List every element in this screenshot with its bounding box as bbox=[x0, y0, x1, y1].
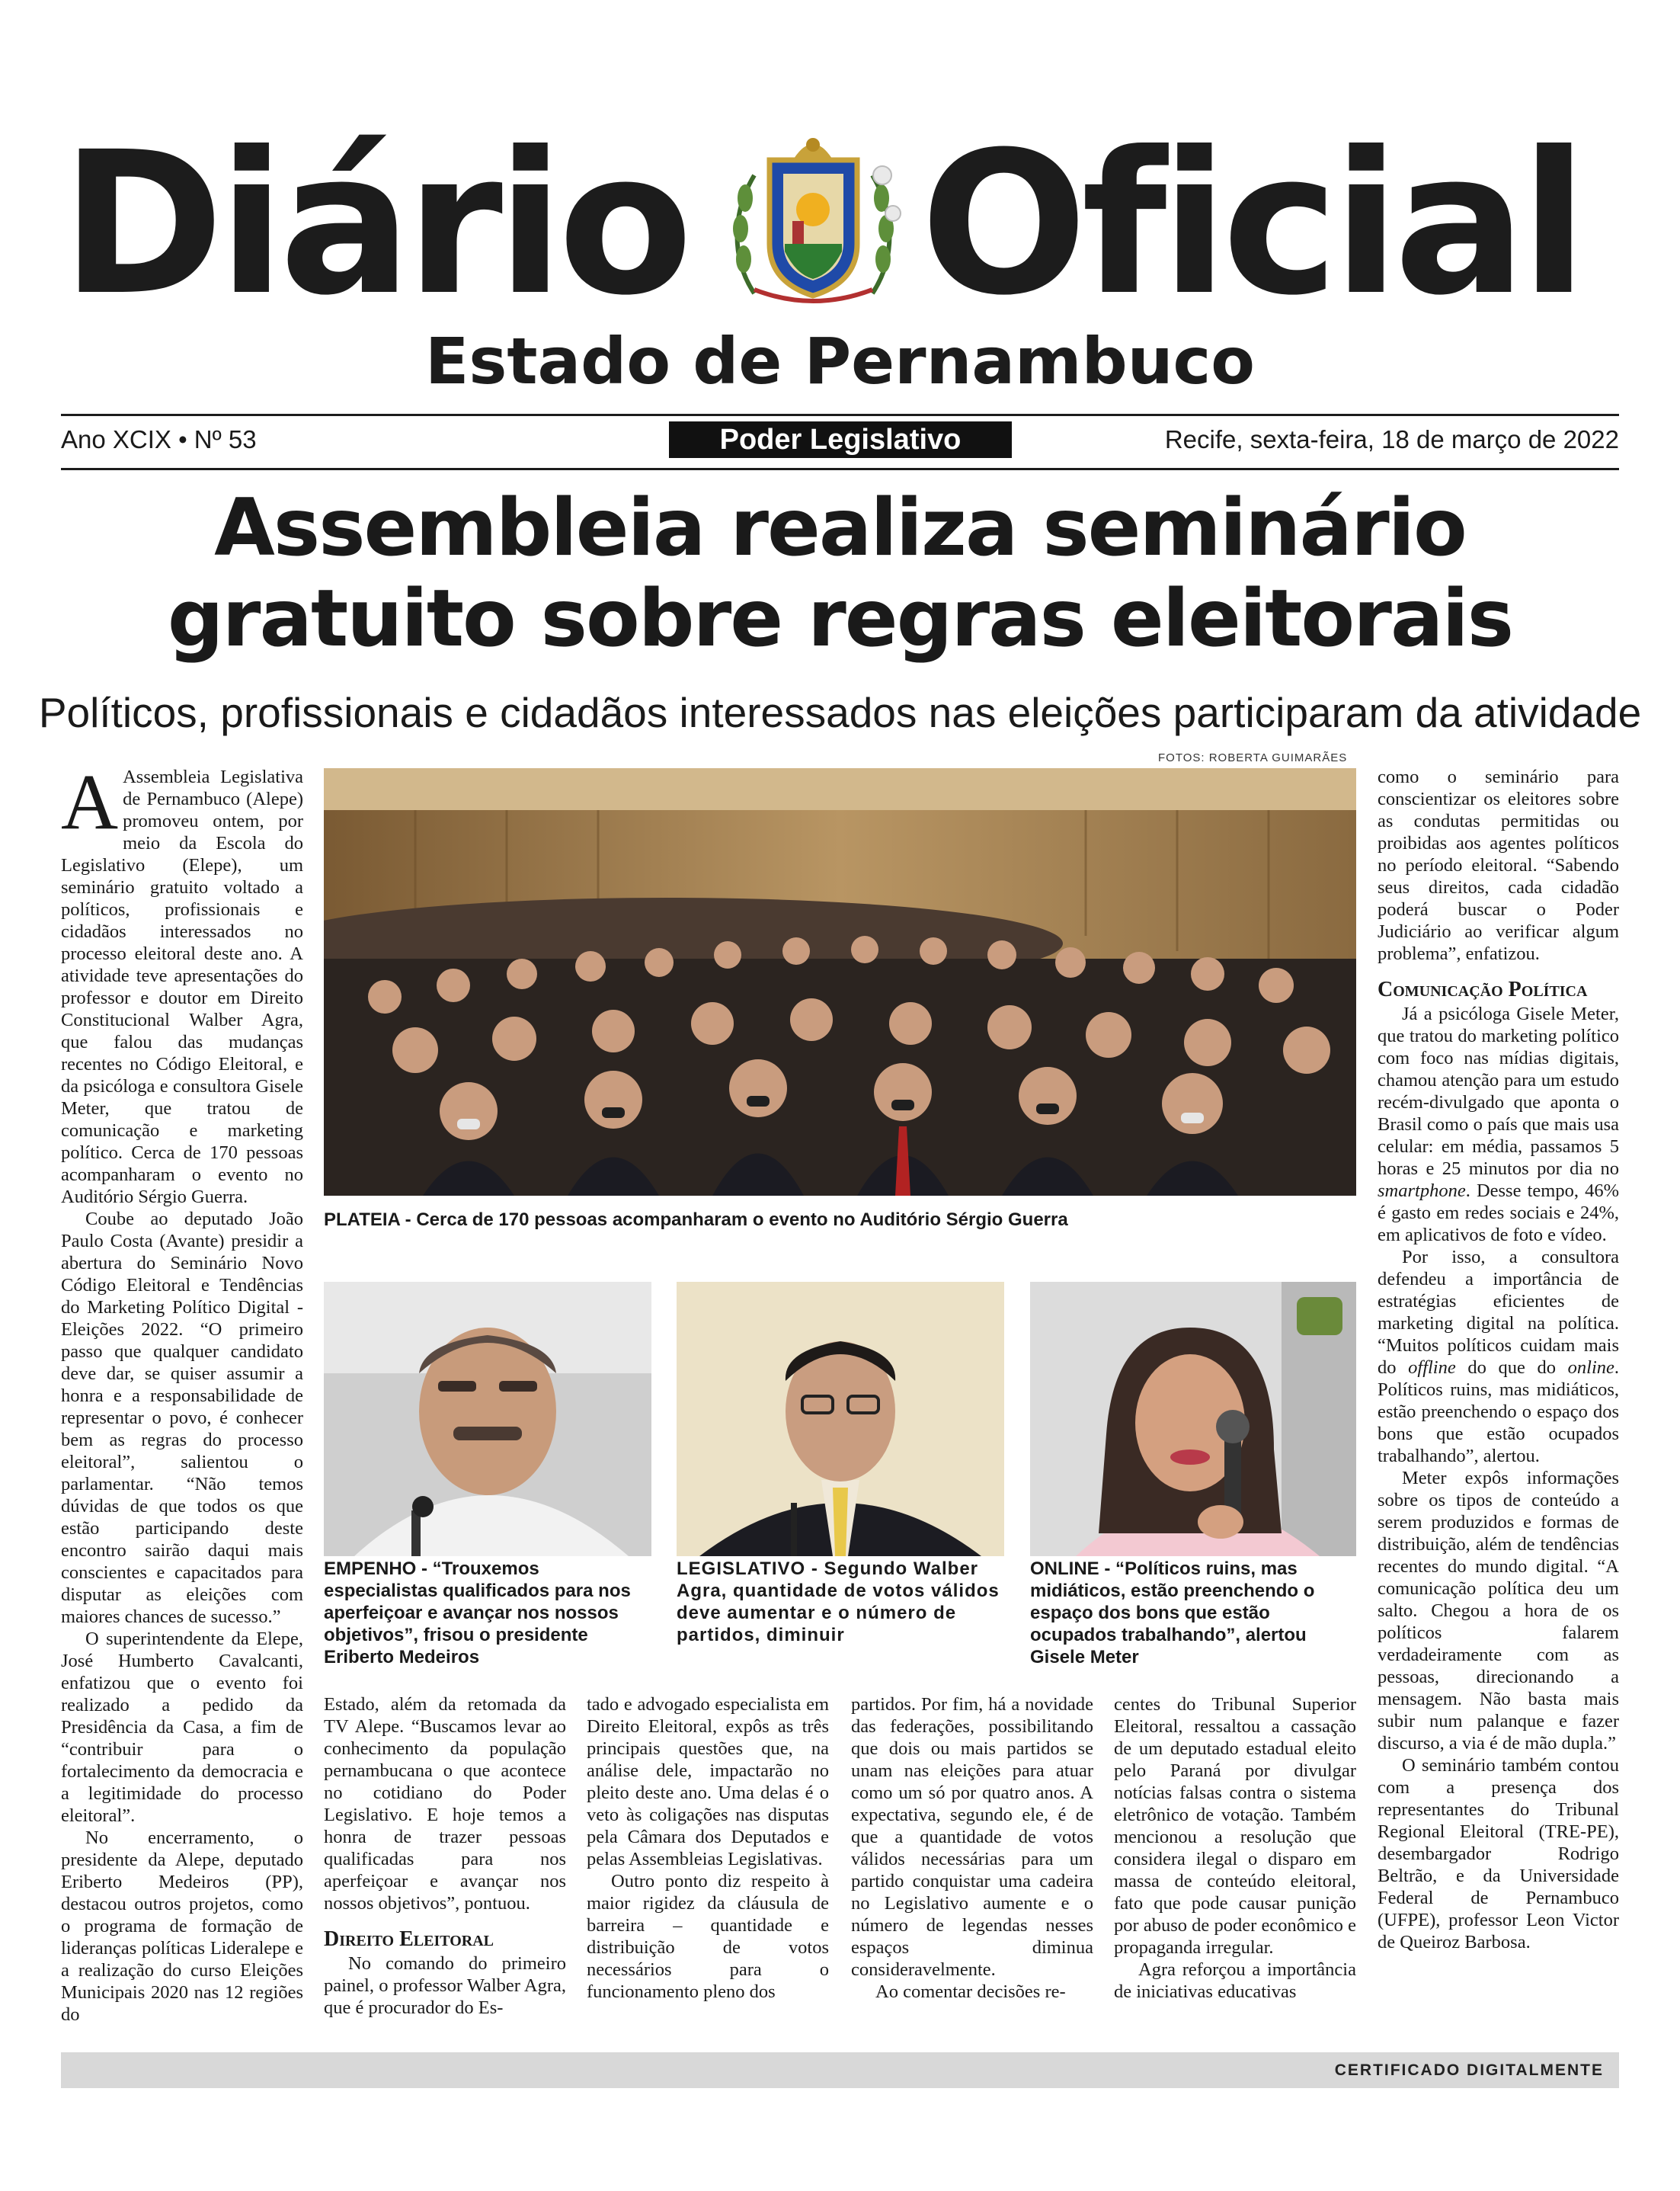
caption-photo-2: LEGISLATIVO - Segundo Walber Agra, quantidade de votos válidos deve aumentar e o número de partidos, diminuir bbox=[677, 1558, 1000, 1645]
edition-date: Recife, sexta-feira, 18 de março de 2022 bbox=[1164, 425, 1619, 453]
paragraph: No encerramento, o presidente da Alepe, deputado Eriberto Medeiros (PP), destacou outros projetos, como o programa de formação de lideranças políticas Lideralepe e a realização do curso Eleições Municipais 2020 nas 12 regiões do bbox=[61, 1827, 303, 2025]
paragraph: Meter expôs informações sobre os tipos de conteúdo a serem produzidos e formas de distribuição, além de tendências recentes do mundo digital. “A comunicação política deu um salto. Chegou a hora de os políticos falarem verdadeiramente com as pessoas, direcionando a mensagem. Não basta mais subir num palanque e fazer discurso, a via é de mão dupla.” bbox=[1378, 1468, 1619, 1754]
paragraph: tado e advogado especialista em Direito Eleitoral, expôs as três principais questões que, na análise dele, impactarão no pleito deste ano. Uma delas é o veto às coligações nas disputas pela Câmara dos Deputados e pelas Assembleias Legislativas. bbox=[587, 1694, 829, 1869]
caption-photo-3: ONLINE - “Políticos ruins, mas midiáticos, estão preenchendo o espaço dos bons que estão ocupados trabalhando”, alertou Gisele Meter bbox=[1030, 1558, 1315, 1667]
article-column-5 bbox=[1114, 1693, 1356, 2003]
headline-line-1: Assembleia realiza seminário bbox=[214, 482, 1466, 574]
paragraph: Agra reforçou a importância de iniciativas educativas bbox=[1114, 1959, 1356, 2002]
paragraph: O superintendente da Elepe, José Humberto Cavalcanti, enfatizou que o evento foi realizado a pedido da Presidência da Casa, a fim de “contribuir para o fortalecimento da democracia e a legitimidade do processo eleitoral”. bbox=[61, 1629, 303, 1826]
article-column-4 bbox=[851, 1693, 1093, 2003]
paragraph: como o seminário para conscientizar os eleitores sobre as condutas permitidas ou proibidas aos agentes políticos no período eleitoral. “Sabendo seus direitos, cada cidadão poderá buscar o Poder Judiciário ao verificar algum problema”, enfatizou. bbox=[1378, 767, 1619, 964]
subheadline: Políticos, profissionais e cidadãos interessados nas eleições participaram da atividade bbox=[38, 689, 1642, 736]
article-column-3 bbox=[587, 1693, 829, 2003]
article-column-2 bbox=[324, 1693, 566, 2019]
masthead-word-left: Diário bbox=[61, 110, 687, 338]
digital-certificate-label: CERTIFICADO DIGITALMENTE bbox=[1334, 2061, 1604, 2079]
main-photo-audience bbox=[324, 768, 1356, 1196]
photo-credit: FOTOS: ROBERTA GUIMARÃES bbox=[1158, 751, 1348, 764]
paragraph: Estado, além da retomada da TV Alepe. “Buscamos levar ao conhecimento da população pernambucana o que acontece no cotidiano do Poder Legislativo. E hoje temos a honra de trazer pessoas qualificadas para nos aperfeiçoar e avançar nos nossos objetivos”, pontuou. bbox=[324, 1694, 566, 1914]
masthead-bottom-rule bbox=[61, 468, 1619, 470]
paragraph: Outro ponto diz respeito à maior rigidez da cláusula de barreira – quantidade e distribuição de votos necessários para o funcionamento pleno dos bbox=[587, 1871, 829, 2002]
paragraph: Coube ao deputado João Paulo Costa (Avante) presidir a abertura do Seminário Novo Código Eleitoral e Tendências do Marketing Político Digital - Eleições 2022. “O primeiro passo que qualquer candidato deve dar, se quiser assumir a honra e a responsabilidade de representar o povo, é conhecer bem as regras do processo eleitoral”, salientou o parlamentar. “Não temos dúvidas de que todos os que estão participando deste encontro sairão daqui mais conscientes e capacitados para disputar as eleições com maiores chances de sucesso.” bbox=[61, 1209, 303, 1627]
photo-eriberto-medeiros bbox=[324, 1282, 651, 1556]
edition-number: Ano XCIX • Nº 53 bbox=[61, 425, 257, 453]
paragraph: centes do Tribunal Superior Eleitoral, ressaltou a cassação de um deputado estadual eleito pelo Paraná por divulgar notícias falsas contra o sistema eletrônico de votação. Também mencionou a resolução que considera ilegal o disparo em massa de conteúdo eleitoral, fato que pode causar punição por abuso de poder econômico e propaganda irregular. bbox=[1114, 1694, 1356, 1958]
paragraph: Já a psicóloga Gisele Meter, que tratou do marketing político com foco nas mídias digitais, chamou atenção para um estudo recém-divulgado que aponta o Brasil como o país que mais usa celular: em média, passamos 5 horas e 25 minutos por dia no smartphone. Desse tempo, 46% é gasto em redes sociais e 24%, em aplicativos de foto e vídeo. bbox=[1378, 1004, 1619, 1245]
paragraph: O seminário também contou com a presença dos representantes do Tribunal Regional Eleitoral (TRE-PE), desembargador Rodrigo Beltrão, e da Universidade Federal de Pernambuco (UFPE), professor Leon Victor de Queiroz Barbosa. bbox=[1378, 1755, 1619, 1952]
section-heading-direito-eleitoral: Direito Eleitoral bbox=[324, 1927, 494, 1951]
caption-main-photo: PLATEIA - Cerca de 170 pessoas acompanharam o evento no Auditório Sérgio Guerra bbox=[324, 1209, 1068, 1230]
photo-gisele-meter bbox=[1030, 1282, 1356, 1556]
paragraph: Por isso, a consultora defendeu a importância de estratégias eficientes de marketing digital na política. “Muitos políticos cuidam mais do offline do que do online. Políticos ruins, mas midiáticos, estão preenchendo o espaço dos bons que estão ocupados trabalhando”, alertou. bbox=[1378, 1247, 1620, 1466]
article-column-1 bbox=[61, 758, 303, 2026]
section-label: Poder Legislativo bbox=[669, 421, 1012, 458]
photo-walber-agra bbox=[677, 1282, 1004, 1556]
section-heading-comunicacao-politica: Comunicação Política bbox=[1378, 978, 1588, 1001]
drop-cap: A bbox=[61, 758, 119, 846]
masthead-word-right: Oficial bbox=[920, 110, 1582, 338]
paragraph: Ao comentar decisões re- bbox=[875, 1981, 1066, 2002]
headline-line-2: gratuito sobre regras eleitorais bbox=[167, 573, 1513, 665]
masthead-subtitle: Estado de Pernambuco bbox=[424, 324, 1256, 399]
footer-bar bbox=[61, 2052, 1619, 2088]
pernambuco-coat-of-arms-icon bbox=[724, 130, 903, 305]
masthead-top-rule bbox=[61, 414, 1619, 416]
caption-photo-1: EMPENHO - “Trouxemos especialistas qualificados para nos aperfeiçoar e avançar nos nossos objetivos”, frisou o presidente Eriberto Medeiros bbox=[324, 1558, 631, 1667]
paragraph: No comando do primeiro painel, o professor Walber Agra, que é procurador do Es- bbox=[324, 1953, 566, 2018]
paragraph: Assembleia Legislativa de Pernambuco (Alepe) promoveu ontem, por meio da Escola do Legislativo (Elepe), um seminário gratuito voltado a políticos, profissionais e cidadãos interessados no processo eleitoral deste ano. A atividade teve apresentações do professor e doutor em Direito Constitucional Walber Agra, que falou das mudanças recentes no Código Eleitoral, e da psicóloga e consultora Gisele Meter, que tratou de comunicação e marketing político. Cerca de 170 pessoas acompanharam o evento no Auditório Sérgio Guerra. bbox=[61, 767, 303, 1207]
article-column-6 bbox=[1378, 766, 1619, 1953]
paragraph: partidos. Por fim, há a novidade das federações, possibilitando que dois ou mais partidos se unam nas eleições para atuar como um só por quatro anos. A expectativa, segundo ele, é de que a quantidade de votos válidos necessárias para um partido conquistar uma cadeira no Legislativo aumente e o número de legendas nesses espaços diminua consideravelmente. bbox=[851, 1694, 1093, 1980]
